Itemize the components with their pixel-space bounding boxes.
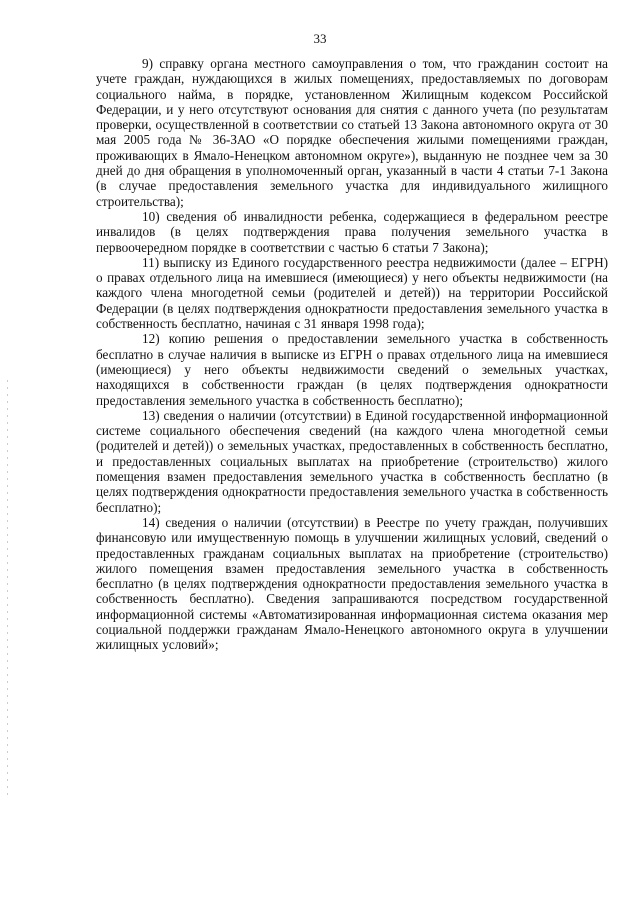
document-body (96, 56, 608, 653)
list-item-10: 10) сведения об инвалидности ребенка, содержащиеся в федеральном реестре инвалидов (в целях подтверждения права получения земельного участка в первоочередном порядке в соответствии с частью 6 статьи 7 Закона); (96, 208, 608, 255)
scan-edge-mark (7, 380, 8, 800)
list-item-11: 11) выписку из Единого государственного реестра недвижимости (далее – ЕГРН) о правах отдельного лица на имевшиеся (имеющиеся) у него объекты недвижимости (на каждого члена многодетной семьи (родителей и детей)) на территории Российской Федерации (в целях подтверждения однократности предоставления земельного участка в собственность бесплатно, начиная с 31 января 1998 года); (96, 254, 608, 332)
list-item-13: 13) сведения о наличии (отсутствии) в Единой государственной информационной системе социального обеспечения сведений (на каждого члена многодетной семьи (родителей и детей)) о земельных участках, предоставленных в собственность бесплатно, и предоставленных социальных выплатах на приобретение (строительство) жилого помещения взамен предоставления земельного участка в собственность бесплатно (в целях подтверждения однократности предоставления земельного участка в собственность бесплатно); (96, 407, 608, 515)
list-item-14: 14) сведения о наличии (отсутствии) в Реестре по учету граждан, получивших финансовую или имущественную помощь в улучшении жилищных условий, сведений о предоставленных гражданам социальных выплатах на приобретение (строительство) жилого помещения взамен предоставления земельного участка в собственность бесплатно (в целях подтверждения однократности предоставления земельного участка в собственность бесплатно). Сведения запрашиваются посредством государственной информационной системы «Автоматизированная информационная система оказания мер социальной поддержки гражданам Ямало-Ненецкого автономного округа в улучшении жилищных условий»; (96, 514, 608, 653)
page-number: 33 (313, 31, 327, 46)
list-item-12: 12) копию решения о предоставлении земельного участка в собственность бесплатно в случае наличия в выписке из ЕГРН о правах отдельного лица на имевшиеся (имеющиеся) у него объекты недвижимости сведений о земельных участках, находящихся в собственности граждан (в целях подтверждения однократности предоставления земельного участка в собственность бесплатно); (96, 331, 608, 408)
list-item-9: 9) справку органа местного самоуправления о том, что гражданин состоит на учете граждан, нуждающихся в жилых помещениях, предоставляемых по договорам социального найма, в порядке, установленном Жилищным кодексом Российской Федерации, и у него отсутствуют основания для снятия с данного учета (по результатам проверки, осуществленной в соответствии со статьей 13 Закона автономного округа от 30 мая 2005 года № 36-ЗАО «О порядке обеспечения жилыми помещениями граждан, проживающих в Ямало-Ненецком автономном округе»), выданную не позднее чем за 30 дней до дня обращения в уполномоченный орган, указанный в части 4 статьи 7-1 Закона (в случае предоставления земельного участка для индивидуального жилищного строительства); (96, 56, 608, 209)
